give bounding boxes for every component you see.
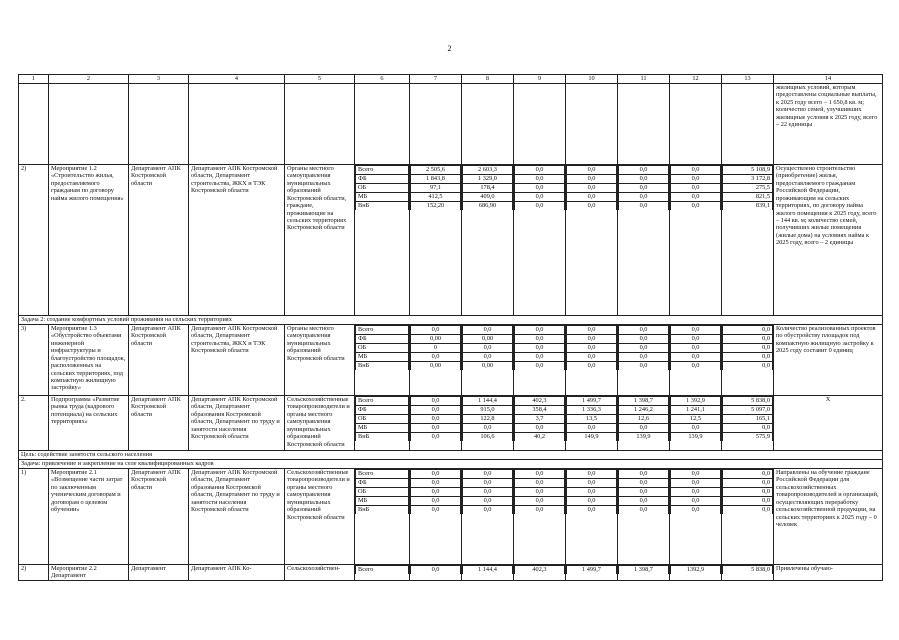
section-caption: Задача: привлечение и закрепление на селе квалифицированных кадров — [19, 460, 883, 469]
value-cell: 0,0 — [671, 344, 721, 353]
value-cell: 0,0 — [567, 424, 617, 433]
funding-source-label: ВнБ — [356, 433, 409, 442]
table-row — [19, 325, 883, 396]
value-cell: 0,0 — [671, 166, 721, 175]
value-cell: 0,0 — [515, 479, 565, 488]
value-cell: 0,0 — [671, 326, 721, 335]
funding-source-label: ФБ — [356, 406, 409, 415]
value-cell: 0,0 — [723, 470, 773, 479]
value-cell: 0,0 — [463, 326, 513, 335]
value-column — [618, 565, 670, 581]
value-cell: 0,0 — [515, 353, 565, 362]
measure-name: Мероприятие 1.3 «Обустройство объектами инженерной инфраструктуры и благоустройство площадок, расположенных на сельских территориях, под компактную жилищную застройку» — [49, 325, 129, 396]
value-cell: 0,0 — [671, 506, 721, 515]
funding-source-label: ВнБ — [356, 506, 409, 515]
funding-source-label: МБ — [356, 353, 409, 362]
table-row — [19, 469, 883, 565]
value-cell: 0,0 — [723, 362, 773, 371]
co-executors: Департамент АПК Костромской области, Департамент образования Костромской области, Департамент по труду и занятости населения Костромской области — [189, 469, 285, 565]
value-column — [462, 396, 514, 451]
header-row — [19, 75, 883, 84]
value-column — [514, 469, 566, 565]
row-number: 2) — [19, 565, 49, 581]
value-cell: 0,0 — [567, 488, 617, 497]
value-column — [410, 325, 462, 396]
funding-sources — [355, 565, 410, 581]
value-column — [670, 469, 722, 565]
value-cell: 139,9 — [671, 433, 721, 442]
value-cell: 5 097,0 — [723, 406, 773, 415]
funding-source-label: МБ — [356, 193, 409, 202]
value-cell: 0,0 — [567, 362, 617, 371]
measure-name: Мероприятие 2.1 «Возмещение части затрат по заключенным ученическим договорам и договорам о целевом обучении» — [49, 469, 129, 565]
value-cell: 575,9 — [723, 433, 773, 442]
value-cell: 0,0 — [671, 497, 721, 506]
value-column — [618, 469, 670, 565]
participants: Сельскохозяйственные товаропроизводители и органы местного самоуправления муниципальных образований Костромской области — [285, 469, 355, 565]
header-cell: 10 — [566, 75, 618, 84]
value-cell: 1 246,2 — [619, 406, 669, 415]
value-cell: 40,2 — [515, 433, 565, 442]
expected-result: Х — [774, 396, 883, 451]
measure-name: Мероприятие 1.2 «Строительство жилья, предоставляемого гражданам по договору найма жилого помещения» — [49, 165, 129, 316]
value-cell: 0,0 — [515, 424, 565, 433]
value-cell: 3 172,8 — [723, 175, 773, 184]
value-column — [566, 396, 618, 451]
value-column — [410, 165, 462, 316]
value-cell: 0,0 — [723, 497, 773, 506]
header-cell: 11 — [618, 75, 670, 84]
value-cell: 0,0 — [567, 166, 617, 175]
value-cell: 821,5 — [723, 193, 773, 202]
participants: Сельскохозяйственные товаропроизводители и органы местного самоуправления муниципальных образований Костромской области — [285, 396, 355, 451]
value-cell: 0,0 — [619, 479, 669, 488]
value-column — [618, 396, 670, 451]
value-cell: 0,00 — [411, 362, 461, 371]
value-cell: 0,0 — [567, 184, 617, 193]
value-cell: 0,0 — [411, 470, 461, 479]
value-cell: 2 505,6 — [411, 166, 461, 175]
funding-sources — [355, 325, 410, 396]
value-cell: 0,0 — [463, 353, 513, 362]
value-cell: 0,0 — [671, 488, 721, 497]
header-cell: 9 — [514, 75, 566, 84]
table-row — [19, 165, 883, 316]
value-cell: 686,90 — [463, 202, 513, 211]
value-cell: 0,0 — [567, 506, 617, 515]
value-cell: 1 398,7 — [619, 397, 669, 406]
value-cell: 122,8 — [463, 415, 513, 424]
funding-source-label: МБ — [356, 424, 409, 433]
value-cell: 0,0 — [567, 202, 617, 211]
value-cell: 0,0 — [567, 193, 617, 202]
table-row — [19, 396, 883, 451]
value-cell: 5 108,9 — [723, 166, 773, 175]
value-cell: 139,9 — [619, 433, 669, 442]
value-column — [410, 469, 462, 565]
expected-result: Направлены на обучение граждане Российской Федерации для сельскохозяйственных товаропроизводителей и организаций, осуществляющих переработку сельскохозяйственной продукции, на сельских территориях к 2025 году – 0 человек — [774, 469, 883, 565]
value-cell: 0,0 — [619, 470, 669, 479]
section-caption-row — [19, 316, 883, 325]
value-cell: 2 603,3 — [463, 166, 513, 175]
funding-source-label: МБ — [356, 497, 409, 506]
value-cell: 0,0 — [723, 344, 773, 353]
value-cell: 0,0 — [671, 335, 721, 344]
value-cell: 5 838,0 — [723, 397, 773, 406]
measure-name: Подпрограмма «Развитие рынка труда (кадрового потенциала) на сельских территориях» — [49, 396, 129, 451]
section-caption: Задача 2: создание комфортных условий проживания на сельских территориях — [19, 316, 883, 325]
value-cell: 0,0 — [619, 344, 669, 353]
co-executors: Департамент АПК Костромской области, Департамент образования Костромской области, Департамент по труду и занятости населения Костромской области — [189, 396, 285, 451]
value-cell: 0,0 — [463, 424, 513, 433]
value-cell: 0,0 — [671, 202, 721, 211]
value-cell: 106,6 — [463, 433, 513, 442]
value-column — [566, 469, 618, 565]
funding-source-label: ФБ — [356, 479, 409, 488]
value-column — [462, 325, 514, 396]
continuation-row — [19, 84, 883, 165]
value-cell: 0,0 — [723, 479, 773, 488]
value-cell: 1 241,1 — [671, 406, 721, 415]
value-column — [618, 325, 670, 396]
value-cell: 0,0 — [411, 488, 461, 497]
value-cell: 0,0 — [723, 424, 773, 433]
value-cell: 0,0 — [567, 344, 617, 353]
value-cell: 0,0 — [515, 326, 565, 335]
funding-source-label: ОБ — [356, 415, 409, 424]
funding-source-label: ФБ — [356, 175, 409, 184]
value-cell: 0,0 — [723, 488, 773, 497]
value-cell: 1392,9 — [671, 566, 721, 575]
value-cell: 0,0 — [567, 175, 617, 184]
value-column — [566, 325, 618, 396]
page-number: 2 — [447, 44, 452, 53]
funding-sources — [355, 165, 410, 316]
value-column — [722, 469, 774, 565]
continuation-result: жилищных условий, которым предоставлены социальные выплаты, к 2025 году всего – 1 650,8 кв. м; количество семей, улучшивших жилищные условия к 2025 году, всего – 22 единицы — [774, 84, 883, 165]
funding-source-label: Всего — [356, 470, 409, 479]
responsible-executor: Департамент АПК Костромской области — [129, 325, 189, 396]
header-cell: 4 — [189, 75, 285, 84]
funding-sources — [355, 396, 410, 451]
value-cell: 0,0 — [411, 415, 461, 424]
value-column — [618, 165, 670, 316]
header-cell: 14 — [774, 75, 883, 84]
co-executors: Департамент АПК Ко- — [189, 565, 285, 581]
value-cell: 0,0 — [619, 506, 669, 515]
value-cell: 0,0 — [671, 470, 721, 479]
value-cell: 0,0 — [619, 184, 669, 193]
value-cell: 0,0 — [411, 397, 461, 406]
value-column — [514, 325, 566, 396]
row-number: 3) — [19, 325, 49, 396]
value-cell: 97,1 — [411, 184, 461, 193]
value-column — [670, 325, 722, 396]
value-cell: 0,0 — [567, 470, 617, 479]
value-cell: 0 — [411, 344, 461, 353]
value-cell: 0,0 — [567, 497, 617, 506]
value-cell: 0,0 — [515, 362, 565, 371]
value-cell: 0,0 — [671, 362, 721, 371]
value-column — [462, 469, 514, 565]
value-cell: 0,0 — [515, 166, 565, 175]
header-cell: 3 — [129, 75, 189, 84]
value-cell: 1 398,7 — [619, 566, 669, 575]
value-cell: 0,0 — [411, 497, 461, 506]
responsible-executor: Департамент АПК Костромской области — [129, 165, 189, 316]
value-cell: 12,5 — [671, 415, 721, 424]
value-cell: 0,0 — [515, 497, 565, 506]
value-cell: 0,0 — [619, 335, 669, 344]
value-cell: 402,3 — [515, 397, 565, 406]
value-cell: 0,0 — [411, 433, 461, 442]
value-cell: 0,0 — [671, 193, 721, 202]
value-cell: 0,0 — [515, 506, 565, 515]
value-cell: 152,20 — [411, 202, 461, 211]
value-column — [722, 165, 774, 316]
funding-source-label: ОБ — [356, 344, 409, 353]
value-cell: 0,0 — [515, 193, 565, 202]
value-column — [670, 165, 722, 316]
value-cell: 0,0 — [515, 202, 565, 211]
value-cell: 1 843,8 — [411, 175, 461, 184]
row-number: 2) — [19, 165, 49, 316]
responsible-executor: Департамент АПК Костромской области — [129, 469, 189, 565]
responsible-executor: Департамент АПК Костромской области — [129, 396, 189, 451]
value-cell: 0,0 — [463, 497, 513, 506]
value-column — [722, 396, 774, 451]
value-cell: 0,0 — [567, 479, 617, 488]
measure-name: Мероприятие 2.2 Департамент — [49, 565, 129, 581]
value-cell: 1 144,4 — [463, 566, 513, 575]
value-cell: 149,9 — [567, 433, 617, 442]
value-cell: 0,0 — [671, 353, 721, 362]
value-column — [722, 325, 774, 396]
funding-source-label: Всего — [356, 397, 409, 406]
co-executors: Департамент АПК Костромской области, Департамент строительства, ЖКХ и ТЭК Костромской области — [189, 165, 285, 316]
value-cell: 178,4 — [463, 184, 513, 193]
funding-sources — [355, 469, 410, 565]
funding-source-label: Всего — [356, 566, 409, 575]
value-cell: 0,0 — [463, 488, 513, 497]
value-cell: 0,0 — [619, 326, 669, 335]
program-table — [18, 74, 883, 581]
value-column — [462, 565, 514, 581]
value-cell: 0,0 — [411, 406, 461, 415]
section-caption: Цель: содействие занятости сельского населения — [19, 451, 883, 460]
value-cell: 0,0 — [723, 326, 773, 335]
header-cell: 5 — [285, 75, 355, 84]
value-cell: 5 838,0 — [723, 566, 773, 575]
funding-source-label: Всего — [356, 326, 409, 335]
row-number: 1) — [19, 469, 49, 565]
value-column — [410, 396, 462, 451]
value-cell: 0,0 — [567, 353, 617, 362]
funding-source-label: ОБ — [356, 184, 409, 193]
value-cell: 0,0 — [515, 175, 565, 184]
value-cell: 0,0 — [411, 479, 461, 488]
value-cell: 0,0 — [619, 488, 669, 497]
expected-result: Количество реализованных проектов по обустройству площадок под компактную жилищную застройку к 2025 году составит 0 единиц — [774, 325, 883, 396]
header-cell: 2 — [49, 75, 129, 84]
value-cell: 0,0 — [567, 326, 617, 335]
value-cell: 0,0 — [515, 488, 565, 497]
value-cell: 1 499,7 — [567, 397, 617, 406]
value-cell: 1 392,9 — [671, 397, 721, 406]
value-cell: 0,0 — [515, 470, 565, 479]
value-cell: 412,5 — [411, 193, 461, 202]
value-cell: 0,00 — [463, 362, 513, 371]
header-cell: 13 — [722, 75, 774, 84]
value-cell: 1 144,4 — [463, 397, 513, 406]
funding-source-label: ВнБ — [356, 202, 409, 211]
section-caption-row — [19, 451, 883, 460]
value-cell: 0,00 — [463, 335, 513, 344]
value-column — [670, 565, 722, 581]
header-cell: 8 — [462, 75, 514, 84]
header-cell: 12 — [670, 75, 722, 84]
value-cell: 839,1 — [723, 202, 773, 211]
funding-source-label: ОБ — [356, 488, 409, 497]
value-column — [514, 565, 566, 581]
value-cell: 0,0 — [515, 344, 565, 353]
value-cell: 13,5 — [567, 415, 617, 424]
value-cell: 1 329,0 — [463, 175, 513, 184]
value-cell: 0,0 — [671, 424, 721, 433]
value-cell: 0,0 — [723, 506, 773, 515]
value-column — [514, 396, 566, 451]
value-column — [566, 165, 618, 316]
value-cell: 0,0 — [619, 424, 669, 433]
row-number: 2. — [19, 396, 49, 451]
expected-result: Осуществлено строительство (приобретение) жилья, предоставляемого гражданам Российской Федерации, проживающим на сельских территориях, по договору найма жилого помещения к 2025 году, всего – 144 кв. м; количество семей, получивших жилые помещения (жилые дома) на условиях найма к 2025 году, всего – 2 единицы — [774, 165, 883, 316]
value-cell: 0,0 — [619, 166, 669, 175]
participants: Сельскохозяйствен- — [285, 565, 355, 581]
value-cell: 0,0 — [411, 506, 461, 515]
value-cell: 0,0 — [619, 362, 669, 371]
value-cell: 0,0 — [671, 479, 721, 488]
value-cell: 915,0 — [463, 406, 513, 415]
funding-source-label: ВнБ — [356, 362, 409, 371]
responsible-executor: Департамент — [129, 565, 189, 581]
value-column — [410, 565, 462, 581]
value-cell: 12,6 — [619, 415, 669, 424]
section-caption-row — [19, 460, 883, 469]
value-cell: 0,0 — [463, 344, 513, 353]
value-cell: 0,0 — [515, 184, 565, 193]
value-cell: 0,00 — [411, 335, 461, 344]
value-cell: 0,0 — [411, 566, 461, 575]
value-cell: 0,0 — [567, 335, 617, 344]
value-cell: 0,0 — [671, 175, 721, 184]
participants: Органы местного самоуправления муниципальных образований Костромской области, граждане, проживающие на сельских территориях Костромской области — [285, 165, 355, 316]
co-executors: Департамент АПК Костромской области, Департамент строительства, ЖКХ и ТЭК Костромской области — [189, 325, 285, 396]
value-cell: 3,7 — [515, 415, 565, 424]
value-cell: 0,0 — [619, 497, 669, 506]
value-cell: 165,1 — [723, 415, 773, 424]
value-cell: 0,0 — [671, 184, 721, 193]
value-cell: 275,5 — [723, 184, 773, 193]
participants: Органы местного самоуправления муниципальных образований Костромской области — [285, 325, 355, 396]
value-cell: 0,0 — [463, 470, 513, 479]
value-cell: 0,0 — [619, 202, 669, 211]
value-cell: 0,0 — [723, 335, 773, 344]
value-cell: 0,0 — [619, 175, 669, 184]
value-cell: 1 336,3 — [567, 406, 617, 415]
value-column — [462, 165, 514, 316]
value-cell: 0,0 — [463, 479, 513, 488]
header-cell: 6 — [355, 75, 410, 84]
table-row — [19, 565, 883, 581]
header-cell: 1 — [19, 75, 49, 84]
value-cell: 409,0 — [463, 193, 513, 202]
value-cell: 1 499,7 — [567, 566, 617, 575]
value-cell: 0,0 — [463, 506, 513, 515]
value-column — [722, 565, 774, 581]
value-cell: 0,0 — [411, 424, 461, 433]
expected-result: Привлечены обучаю- — [774, 565, 883, 581]
value-column — [566, 565, 618, 581]
value-column — [670, 396, 722, 451]
value-cell: 402,3 — [515, 566, 565, 575]
funding-source-label: Всего — [356, 166, 409, 175]
value-column — [514, 165, 566, 316]
value-cell: 0,0 — [411, 326, 461, 335]
value-cell: 0,0 — [515, 335, 565, 344]
value-cell: 358,4 — [515, 406, 565, 415]
funding-source-label: ФБ — [356, 335, 409, 344]
value-cell: 0,0 — [619, 193, 669, 202]
value-cell: 0,0 — [723, 353, 773, 362]
header-cell: 7 — [410, 75, 462, 84]
value-cell: 0,0 — [411, 353, 461, 362]
value-cell: 0,0 — [619, 353, 669, 362]
